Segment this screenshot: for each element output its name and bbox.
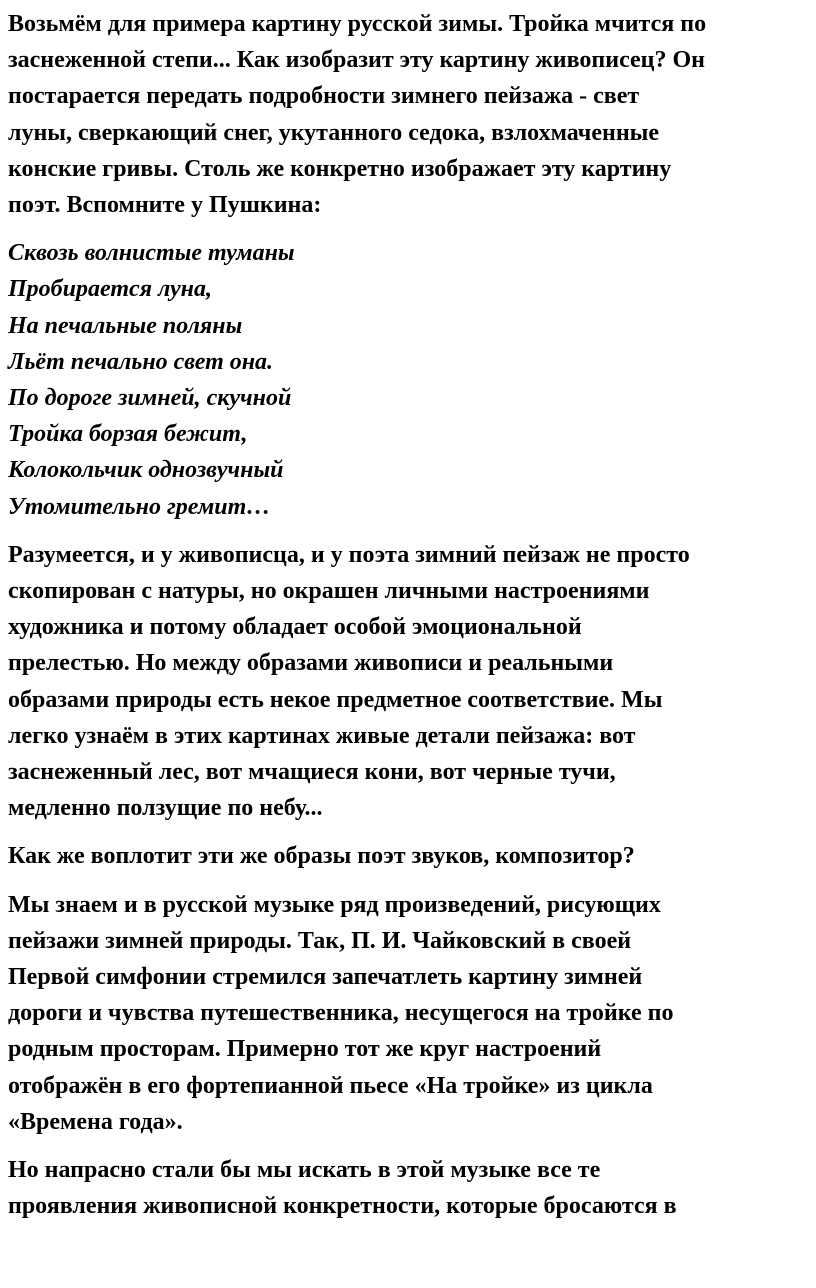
text-line: луны, сверкающий снег, укутанного седока, взлохмаченные bbox=[8, 119, 660, 146]
text-line: конские гривы. Столь же конкретно изображает эту картину bbox=[8, 155, 672, 182]
text-line: образами природы есть некое предметное соответствие. Мы bbox=[8, 686, 663, 713]
text-line: Как же воплотит эти же образы поэт звуков, композитор? bbox=[8, 843, 635, 870]
poem-line: Сквозь волнистые туманы bbox=[8, 240, 295, 267]
text-line: легко узнаём в этих картинах живые детали пейзажа: вот bbox=[8, 722, 636, 749]
text-line: Возьмём для примера картину русской зимы. Тройка мчится по bbox=[8, 11, 707, 37]
poem-line: Льёт печально свет она. bbox=[8, 348, 274, 375]
text-line: Мы знаем и в русской музыке ряд произведений, рисующих bbox=[8, 891, 661, 918]
paragraph-tchaikovsky bbox=[8, 887, 808, 1140]
paragraph-question bbox=[8, 838, 808, 874]
poem-line: Тройка борзая бежит, bbox=[8, 421, 248, 448]
poem-line: Пробирается луна, bbox=[8, 276, 212, 303]
poem-quote bbox=[8, 235, 808, 525]
text-line: Первой симфонии стремился запечатлеть картину зимней bbox=[8, 964, 643, 991]
text-line: родным просторам. Примерно тот же круг настроений bbox=[8, 1036, 602, 1063]
paragraph-conclusion bbox=[8, 1152, 808, 1224]
poem-line: На печальные поляны bbox=[8, 312, 243, 339]
document-body bbox=[8, 6, 808, 1237]
text-line: дороги и чувства путешественника, несущегося на тройке по bbox=[8, 1000, 674, 1027]
text-line: Разумеется, и у живописца, и у поэта зимний пейзаж не просто bbox=[8, 541, 690, 568]
text-line: проявления живописной конкретности, которые бросаются в bbox=[8, 1193, 677, 1220]
poem-line: Утомительно гремит… bbox=[8, 493, 271, 520]
text-line: поэт. Вспомните у Пушкина: bbox=[8, 192, 322, 219]
text-line: заснеженной степи... Как изобразит эту картину живописец? Он bbox=[8, 47, 705, 74]
text-line: медленно ползущие по небу... bbox=[8, 795, 323, 822]
poem-line: По дороге зимней, скучной bbox=[8, 385, 292, 412]
text-line: пейзажи зимней природы. Так, П. И. Чайковский в своей bbox=[8, 927, 632, 954]
paragraph-comparison bbox=[8, 537, 808, 827]
text-line: отображён в его фортепианной пьесе «На тройке» из цикла bbox=[8, 1072, 653, 1099]
text-line: скопирован с натуры, но окрашен личными настроениями bbox=[8, 578, 650, 605]
paragraph-intro bbox=[8, 6, 808, 223]
poem-line: Колокольчик однозвучный bbox=[8, 457, 284, 484]
text-line: «Времена года». bbox=[8, 1108, 183, 1135]
text-line: Но напрасно стали бы мы искать в этой музыке все те bbox=[8, 1157, 601, 1184]
text-line: прелестью. Но между образами живописи и реальными bbox=[8, 650, 614, 677]
text-line: заснеженный лес, вот мчащиеся кони, вот черные тучи, bbox=[8, 759, 616, 786]
text-line: постарается передать подробности зимнего пейзажа - свет bbox=[8, 83, 640, 110]
text-line: художника и потому обладает особой эмоциональной bbox=[8, 614, 582, 641]
